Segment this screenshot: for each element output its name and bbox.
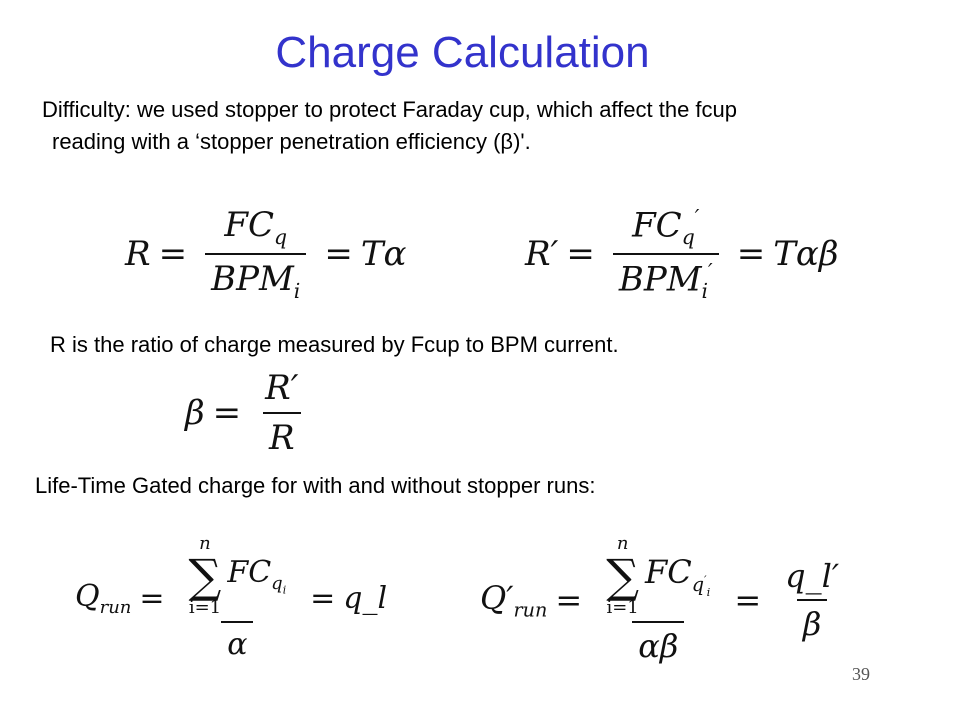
eq-beta-lhs: β <box>185 393 205 433</box>
ratio-description: R is the ratio of charge measured by Fcup to BPM current. <box>50 332 619 357</box>
eq-r-equals: = <box>158 233 188 274</box>
eq-q-equals: = <box>139 581 165 616</box>
slide-title: Charge Calculation <box>275 28 650 77</box>
eq-q-equals-2: = <box>310 581 336 616</box>
eq-beta-denominator: R <box>263 412 301 458</box>
eq-q-lhs: $Q_{run}$ <box>75 579 132 618</box>
eq-rp-numerator: $FC_q'$ <box>632 205 700 250</box>
equation-r-prime <box>525 205 838 303</box>
eq-qp-equals-2: = <box>734 581 762 619</box>
eq-q-denominator: α <box>221 621 253 662</box>
intro-line-2: reading with a ‘stopper penetration efficiency (β)'. <box>52 129 531 154</box>
eq-qp-rhs-denominator: β <box>797 599 828 643</box>
equation-beta <box>185 368 314 458</box>
equation-q-run <box>75 535 387 662</box>
lifetime-description: Life-Time Gated charge for with and without stopper runs: <box>35 473 596 498</box>
eq-qp-equals: = <box>555 581 583 619</box>
equation-r <box>125 205 406 303</box>
eq-beta-equals: = <box>212 393 242 433</box>
eq-r-rhs: Tα <box>360 233 407 274</box>
eq-qp-sum: n ∑ i=1 <box>606 533 640 618</box>
eq-q-rhs: q_l <box>343 581 388 616</box>
eq-qp-fraction <box>600 535 716 665</box>
eq-qp-lhs: $Q'_{run}$ <box>480 578 548 622</box>
eq-beta-fraction <box>259 368 304 458</box>
eq-r-numerator: $FC_q$ <box>224 205 288 249</box>
page-number: 39 <box>852 664 870 684</box>
equation-q-run-prime <box>480 535 855 665</box>
eq-q-numerator: n ∑ i=1 $FC_{q_i}$ <box>188 533 287 618</box>
eq-rp-equals: = <box>566 234 595 275</box>
eq-rp-lhs: R′ <box>525 234 559 275</box>
eq-rp-denominator: $BPM_i'$ <box>613 253 719 303</box>
eq-qp-denominator: αβ <box>632 621 684 665</box>
eq-rp-equals-2: = <box>736 234 766 275</box>
eq-rp-rhs: Tαβ <box>773 234 839 275</box>
intro-line-1: Difficulty: we used stopper to protect Faraday cup, which affect the fcup <box>42 97 737 122</box>
eq-qp-rhs-fraction <box>779 557 845 643</box>
eq-q-sum: n ∑ i=1 <box>188 533 222 618</box>
eq-qp-rhs-numerator: q_l′ <box>785 557 840 595</box>
eq-r-lhs: R <box>125 233 151 274</box>
eq-r-equals-2: = <box>324 233 353 274</box>
eq-r-fraction <box>205 205 306 303</box>
eq-qp-numerator: n ∑ i=1 $FC_{q'_i}$ <box>606 533 711 618</box>
eq-rp-fraction <box>613 205 719 303</box>
eq-q-fraction <box>183 535 293 662</box>
eq-beta-numerator: R′ <box>265 368 299 408</box>
eq-r-denominator: $BPM_i$ <box>205 253 306 303</box>
